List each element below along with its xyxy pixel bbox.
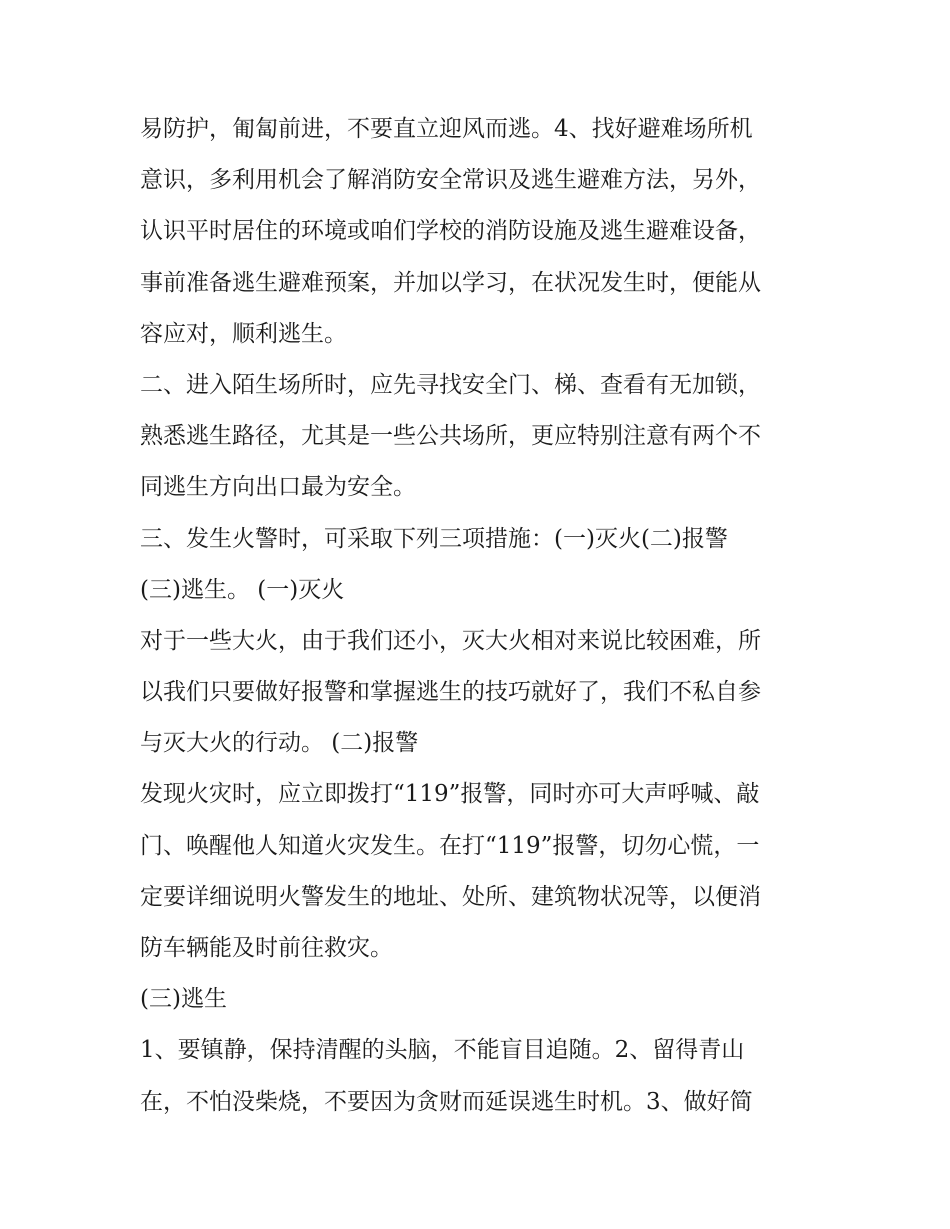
text-line: 熟悉逃生路径，尤其是一些公共场所，更应特别注意有两个不 — [140, 423, 761, 450]
text-line: 认识平时居住的环境或咱们学校的消防设施及逃生避难设备， — [140, 218, 761, 245]
document-body — [140, 104, 830, 1128]
text-line: (三)逃生。 (一)灭火 — [140, 576, 345, 603]
text-line: 门、唤醒他人知道火灾发生。在打“119”报警，切勿心慌，一 — [140, 832, 760, 859]
text-line: 事前准备逃生避难预案，并加以学习，在状况发生时，便能从 — [140, 269, 761, 296]
text-line: 对于一些大火，由于我们还小，灭大火相对来说比较困难，所 — [140, 627, 761, 654]
text-line: 意识，多利用机会了解消防安全常识及逃生避难方法，另外， — [140, 167, 761, 194]
text-line: 防车辆能及时前往救灾。 — [140, 935, 393, 961]
text-line: (三)逃生 — [140, 986, 227, 1013]
text-line: 同逃生方向出口最为安全。 — [140, 474, 416, 501]
text-line: 1、要镇静，保持清醒的头脑，不能盲目追随。2、留得青山 — [140, 1037, 745, 1064]
text-line: 三、发生火警时，可采取下列三项措施：(一)灭火(二)报警 — [140, 525, 728, 552]
text-line: 以我们只要做好报警和掌握逃生的技巧就好了，我们不私自参 — [140, 679, 761, 706]
text-line: 与灭大火的行动。 (二)报警 — [140, 730, 419, 757]
text-line: 容应对，顺利逃生。 — [140, 320, 347, 347]
text-line: 发现火灾时，应立即拨打“119”报警，同时亦可大声呼喊、敲 — [140, 781, 760, 808]
text-line: 在，不怕没柴烧，不要因为贪财而延误逃生时机。3、做好简 — [140, 1088, 753, 1115]
text-line: 定要详细说明火警发生的地址、处所、建筑物状况等，以便消 — [140, 883, 761, 910]
text-line: 易防护，匍匐前进，不要直立迎风而逃。4、找好避难场所机 — [140, 116, 753, 142]
text-line: 二、进入陌生场所时，应先寻找安全门、梯、查看有无加锁， — [140, 371, 761, 398]
